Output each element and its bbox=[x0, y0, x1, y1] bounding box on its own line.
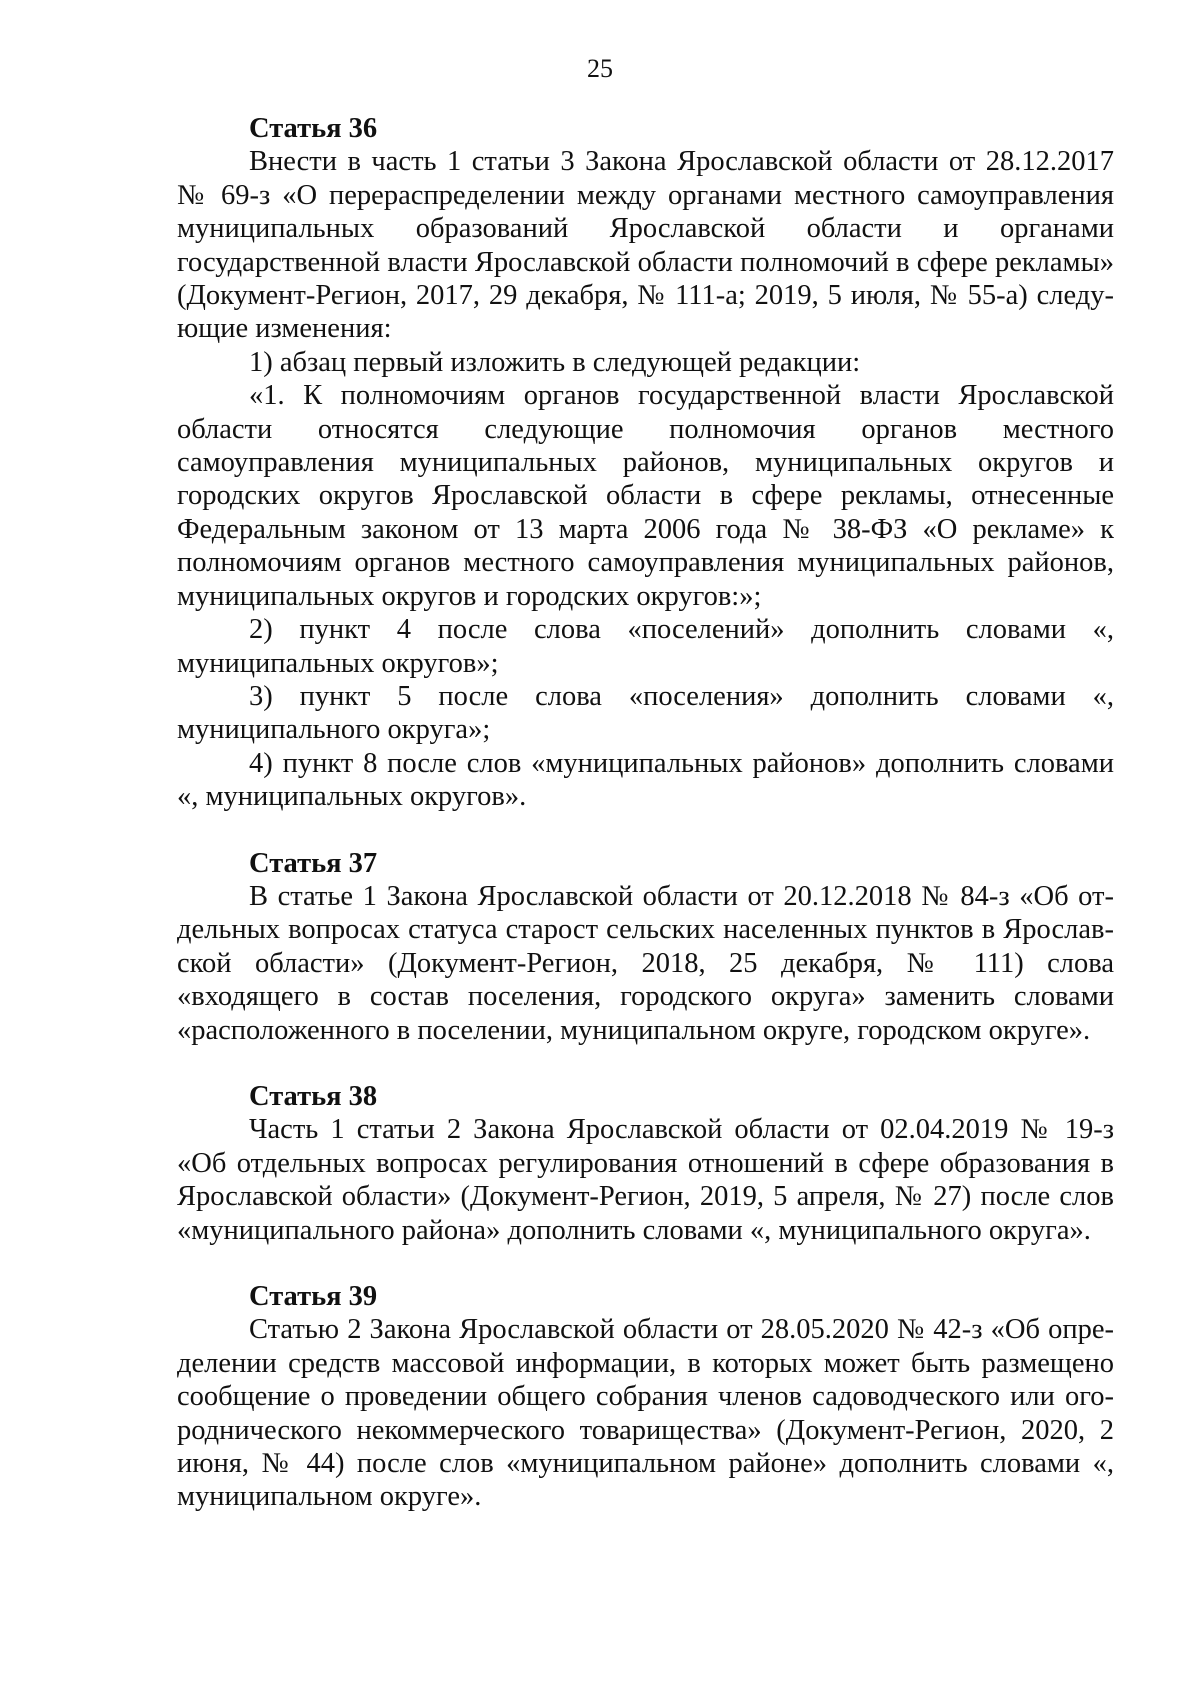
article-title: Статья 36 bbox=[249, 113, 378, 144]
article-paragraph: 1) абзац первый изложить в следующей редакции: bbox=[249, 346, 861, 378]
article-paragraph: 3) пункт 5 после слова «поселения» дополнить словами «, муниципального округа»; bbox=[177, 680, 1114, 746]
article-paragraph: Статью 2 Закона Ярославской области от 28.05.2020 № 42-з «Об определении средств массовой информации, в которых может быть размещено сообщение о проведении общего собрания членов садоводческого или огороднического некоммерческого товарищества» (Документ-Регион, 2020, 2 июня, № 44) после слов «муниципальном районе» дополнить словами «, муниципальном округе». bbox=[177, 1314, 1114, 1513]
page-number: 25 bbox=[587, 54, 613, 83]
article-paragraph: Внести в часть 1 статьи 3 Закона Ярославской области от 28.12.2017 № 69-з «О перераспределении между органами местного самоуправления муниципальных образований Ярославской области и органами государственной власти Ярославской области полномочий в сфере рекламы» (Документ-Регион, 2017, 29 декабря, № 111-а; 2019, 5 июля, № 55-а) следующие изменения: bbox=[177, 146, 1114, 345]
article-paragraph: В статье 1 Закона Ярославской области от 20.12.2018 № 84-з «Об отдельных вопросах статуса старост сельских населенных пунктов в Ярославской области» (Документ-Регион, 2018, 25 декабря, № 111) слова «входящего в состав поселения, городского округа» заменить словами «расположенного в поселении, муниципальном округе, городском округе». bbox=[177, 880, 1114, 1046]
article-paragraph: Часть 1 статьи 2 Закона Ярославской области от 02.04.2019 № 19-з «Об отдельных вопросах регулирования отношений в сфере образования в Ярославской области» (Документ-Регион, 2019, 5 апреля, № 27) после слов «муниципального района» дополнить словами «, муниципального округа». bbox=[177, 1114, 1114, 1246]
article-paragraph: 2) пункт 4 после слова «поселений» дополнить словами «, муниципальных округов»; bbox=[177, 614, 1114, 679]
article-39 bbox=[177, 1280, 1114, 1514]
article-paragraph: 4) пункт 8 после слов «муниципальных районов» дополнить словами «, муниципальных округов». bbox=[177, 747, 1114, 813]
article-paragraph: «1. К полномочиям органов государственной власти Ярославской области относятся следующие полномочия органов местного самоуправления муниципальных районов, муниципальных округов и городских округов Ярославской области в сфере рекламы, отнесенные Федеральным законом от 13 марта 2006 года № 38-ФЗ «О рекламе» к полномочиям органов местного самоуправления муниципальных районов, муниципальных округов и городских округов:»; bbox=[177, 380, 1114, 612]
article-37 bbox=[177, 847, 1114, 1047]
article-title: Статья 38 bbox=[249, 1080, 378, 1112]
document-body bbox=[177, 112, 1114, 1514]
article-38 bbox=[177, 1080, 1114, 1247]
article-title: Статья 39 bbox=[249, 1281, 378, 1312]
article-36 bbox=[177, 112, 1114, 814]
article-title: Статья 37 bbox=[249, 847, 378, 879]
